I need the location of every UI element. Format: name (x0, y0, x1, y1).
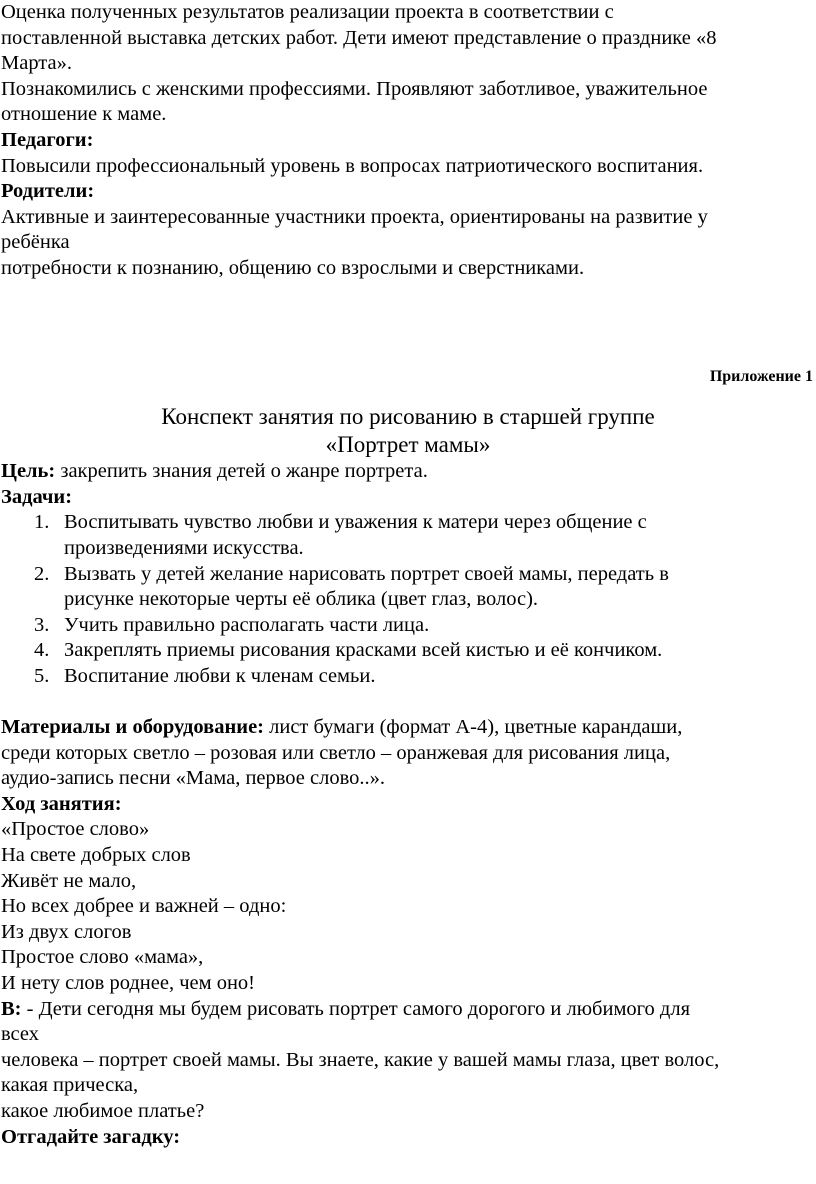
materials-label: Материалы и оборудование: (1, 716, 264, 739)
lesson-title (0, 403, 816, 459)
poem-line: Живёт не мало, (1, 869, 137, 892)
goal-label: Цель: (1, 460, 56, 483)
teacher-line: всех (1, 1023, 39, 1046)
title-line-1: Конспект занятия по рисованию в старшей группе (161, 404, 655, 430)
intro-line: Оценка полученных результатов реализации проекта в соответствии с (1, 1, 614, 23)
intro-line: отношение к маме. (1, 103, 167, 126)
parents-heading: Родители: (1, 180, 95, 203)
teacher-line: человека – портрет своей мамы. Вы знаете, какие у вашей мамы глаза, цвет волос, (1, 1048, 720, 1071)
materials-section (0, 715, 816, 792)
list-item-line: Закреплять приемы рисования красками всей кистью и её кончиком. (64, 639, 663, 662)
poem-line: На свете добрых слов (1, 844, 191, 867)
parents-line: Активные и заинтересованные участники проекта, ориентированы на развитие у (1, 205, 708, 228)
list-item (0, 664, 816, 690)
teacher-line: какая прическа, (1, 1074, 139, 1097)
list-item (0, 510, 816, 561)
materials-text: лист бумаги (формат А-4), цветные карандаши, (264, 716, 683, 739)
list-item-number: 1. (34, 511, 50, 534)
list-item-line: Вызвать у детей желание нарисовать портрет своей мамы, передать в (64, 562, 669, 585)
goal-row (0, 459, 816, 485)
list-item-number: 2. (34, 562, 50, 585)
list-item (0, 638, 816, 664)
intro-line: поставленной выставка детских работ. Дети имеют представление о празднике «8 (1, 26, 717, 49)
list-item-number: 5. (34, 664, 50, 687)
materials-row (0, 715, 816, 741)
list-item (0, 613, 816, 639)
list-item-line: Учить правильно располагать части лица. (64, 613, 430, 636)
poem-line: И нету слов роднее, чем оно! (1, 972, 256, 994)
list-item-line: рисунке некоторые черты её облика (цвет глаз, волос). (64, 588, 539, 611)
title-line-2: «Портрет мамы» (325, 432, 491, 458)
materials-line: аудио-запись песни «Мама, первое слово..». (1, 767, 386, 790)
poem-line: «Простое слово» (1, 818, 150, 841)
riddle-heading: Отгадайте загадку: (1, 1125, 181, 1148)
poem-line: Простое слово «мама», (1, 946, 204, 969)
parents-line: ребёнка (1, 231, 70, 254)
intro-line: Познакомились с женскими профессиями. Проявляют заботливое, уважительное (1, 77, 708, 100)
appendix-label: Приложение 1 (709, 367, 813, 385)
teacher-text: - Дети сегодня мы будем рисовать портрет самого дорогого и любимого для (21, 997, 691, 1020)
teachers-section (0, 128, 816, 179)
intro-line: Марта». (1, 52, 72, 75)
tasks-list (0, 510, 816, 689)
poem-line: Но всех добрее и важней – одно: (1, 895, 287, 918)
teacher-label: В: (1, 997, 22, 1020)
parents-section (0, 179, 816, 281)
list-item-line: Воспитание любви к членам семьи. (64, 664, 376, 687)
list-item-line: Воспитывать чувство любви и уважения к матери через общение с (64, 511, 647, 534)
parents-line: потребности к познанию, общению со взрослыми и сверстниками. (1, 256, 585, 279)
teacher-speech-row (0, 997, 816, 1023)
teachers-text: Повысили профессиональный уровень в вопросах патриотического воспитания. (1, 154, 704, 177)
poem-line: Из двух слогов (1, 920, 132, 943)
list-item-number: 3. (34, 613, 50, 636)
intro-paragraph (0, 0, 816, 128)
lesson-section (0, 792, 816, 1150)
tasks-heading: Задачи: (1, 485, 73, 508)
goal-text: закрепить знания детей о жанре портрета. (55, 460, 428, 483)
teacher-line: какое любимое платье? (1, 1099, 205, 1122)
lesson-heading: Ход занятия: (1, 792, 122, 815)
teachers-heading: Педагоги: (1, 128, 94, 151)
list-item-line: произведениями искусства. (64, 536, 304, 559)
list-item-number: 4. (34, 639, 50, 662)
list-item (0, 562, 816, 613)
materials-line: среди которых светло – розовая или светло – оранжевая для рисования лица, (1, 741, 671, 764)
